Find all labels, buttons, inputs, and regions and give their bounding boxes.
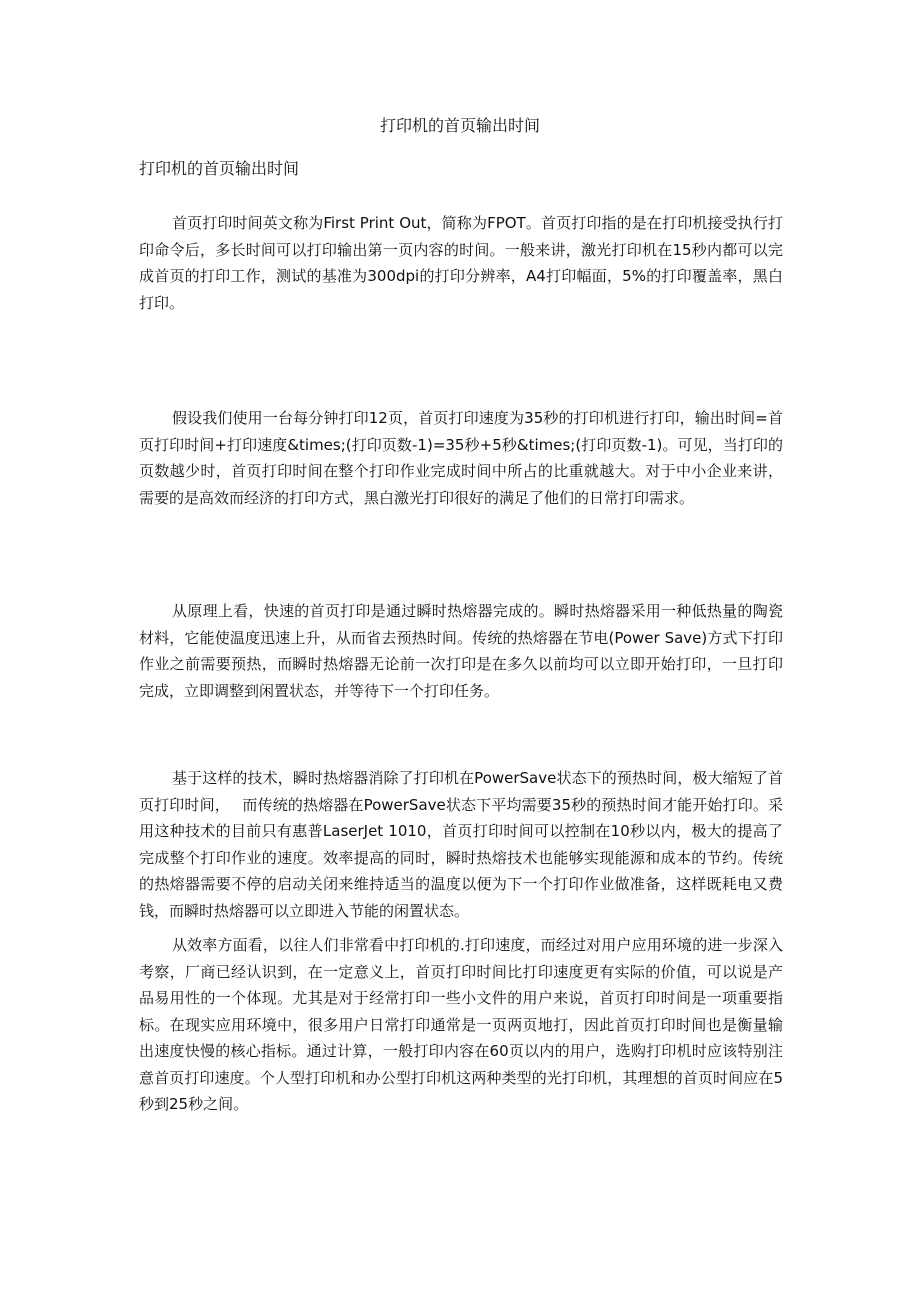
paragraph-print-time-example: 假设我们使用一台每分钟打印12页，首页打印速度为35秒的打印机进行打印，输出时间=首页打印时间+打印速度&times;(打印页数-1)=35秒+5秒&times;(打印页数-1)。可见，当打印的页数越少时，首页打印时间在整个打印作业完成时间中所占的比重就越大。对于中小企业来讲，需要的是高效而经济的打印方式，黑白激光打印很好的满足了他们的日常打印需求。 xyxy=(139,409,783,507)
section-heading: 打印机的首页输出时间 xyxy=(139,159,300,178)
paragraph-instant-fuser-principle: 从原理上看，快速的首页打印是通过瞬时热熔器完成的。瞬时热熔器采用一种低热量的陶瓷材料，它能使温度迅速上升，从而省去预热时间。传统的热熔器在节电(Power Save)方式下打印作业之前需要预热，而瞬时热熔器无论前一次打印是在多久以前均可以立即开始打印，一旦打印完成，立即调整到闲置状态，并等待下一个打印任务。 xyxy=(139,602,783,700)
paragraph-efficiency-perspective: 从效率方面看，以往人们非常看中打印机的.打印速度，而经过对用户应用环境的进一步深入考察，厂商已经认识到，在一定意义上，首页打印时间比打印速度更有实际的价值，可以说是产品易用性的一个体现。尤其是对于经常打印一些小文件的用户来说，首页打印时间是一项重要指标。在现实应用环境中，很多用户日常打印通常是一页两页地打，因此首页打印时间也是衡量输出速度快慢的核心指标。通过计算，一般打印内容在60页以内的用户，选购打印机时应该特别注意首页打印速度。个人型打印机和办公型打印机这两种类型的光打印机，其理想的首页时间应在5秒到25秒之间。 xyxy=(139,936,783,1113)
paragraph-fpot-definition: 首页打印时间英文称为First Print Out，简称为FPOT。首页打印指的是在打印机接受执行打印命令后，多长时间可以打印输出第一页内容的时间。一般来讲，激光打印机在15秒内都可以完成首页的打印工作，测试的基准为300dpi的打印分辨率，A4打印幅面，5%的打印覆盖率，黑白打印。 xyxy=(139,214,783,312)
paragraph-powersave-technology: 基于这样的技术，瞬时热熔器消除了打印机在PowerSave状态下的预热时间，极大缩短了首页打印时间， 而传统的热熔器在PowerSave状态下平均需要35秒的预热时间才能开始打印。采用这种技术的目前只有惠普LaserJet 1010，首页打印时间可以控制在10秒以内，极大的提高了完成整个打印作业的速度。效率提高的同时，瞬时热熔技术也能够实现能源和成本的节约。传统的热熔器需要不停的启动关闭来维持适当的温度以便为下一个打印作业做准备，这样既耗电又费钱，而瞬时热熔器可以立即进入节能的闲置状态。 xyxy=(139,769,783,920)
page-title: 打印机的首页输出时间 xyxy=(379,116,540,135)
